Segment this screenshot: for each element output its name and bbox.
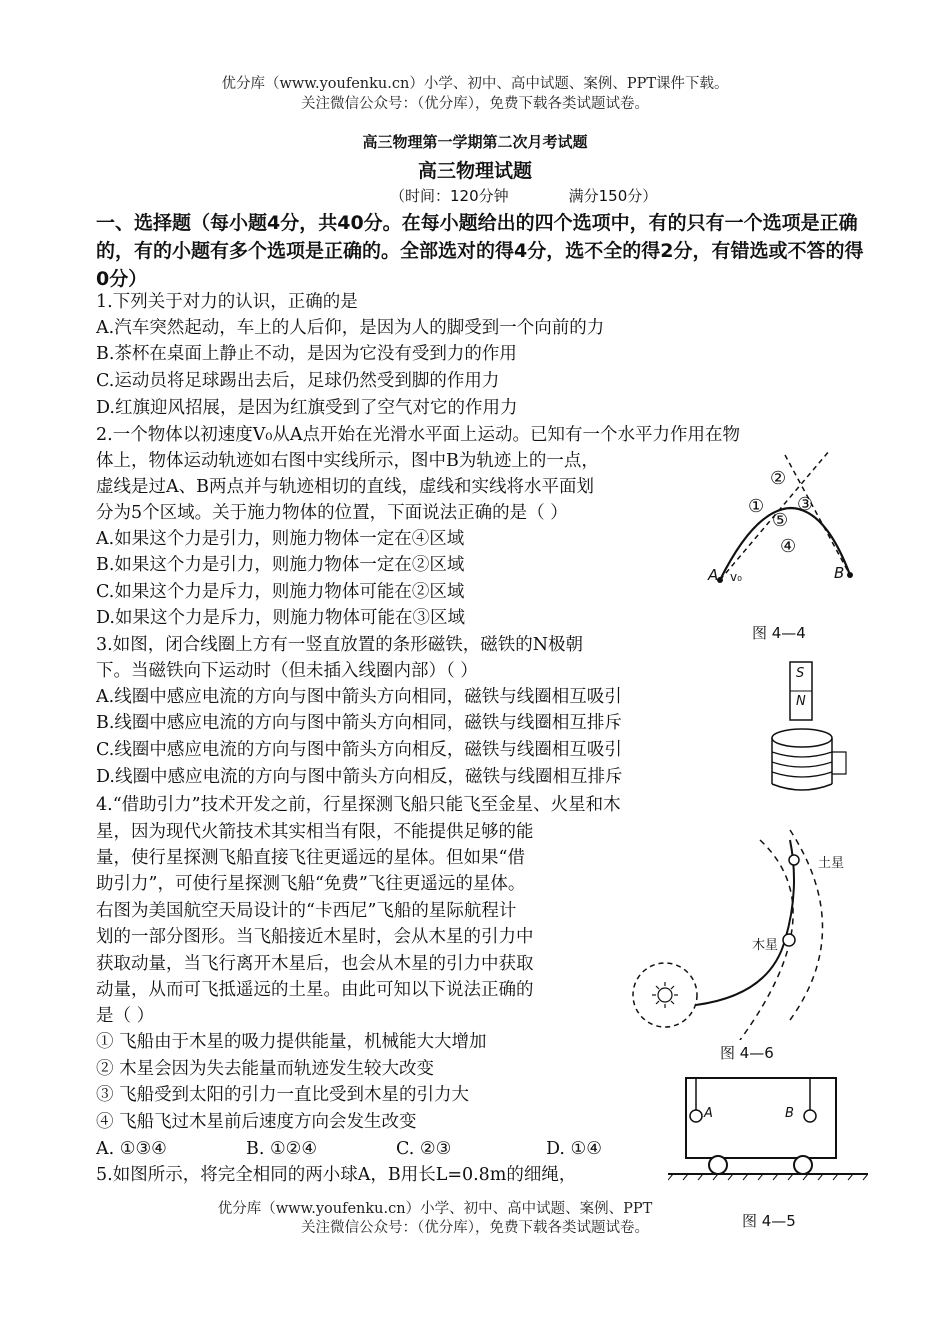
header-line-2: 关注微信公众号：（优分库），免费下载各类试题试卷。 bbox=[301, 96, 649, 112]
q4-statement-4: ④ 飞船飞过木星前后速度方向会发生改变 bbox=[96, 1112, 417, 1132]
exam-title: 高三物理第一学期第二次月考试题 bbox=[362, 133, 588, 151]
q2-option-d: D.如果这个力是斥力，则施力物体可能在③区域 bbox=[96, 608, 465, 628]
footer-line-2: 关注微信公众号：（优分库），免费下载各类试题试卷。 bbox=[301, 1220, 649, 1236]
q2-line-3: 虚线是过A、B两点并与轨迹相切的直线，虚线和实线将水平面划 bbox=[96, 477, 594, 497]
exam-time-score bbox=[390, 185, 717, 206]
jupiter-label: 木星 bbox=[752, 938, 779, 953]
q1-option-a: A.汽车突然起动，车上的人后仰，是因为人的脚受到一个向前的力 bbox=[96, 318, 605, 338]
q2-option-c: C.如果这个力是斥力，则施力物体可能在②区域 bbox=[96, 582, 465, 602]
cart-label-A: A bbox=[704, 1106, 713, 1121]
exam-score: 满分150分） bbox=[568, 187, 658, 205]
q2-option-b: B.如果这个力是引力，则施力物体一定在②区域 bbox=[96, 555, 465, 575]
q3-option-d: D.线圈中感应电流的方向与图中箭头方向相反，磁铁与线圈相互排斥 bbox=[96, 767, 623, 787]
q4-line-7: 获取动量，当飞行离开木星后，也会从木星的引力中获取 bbox=[96, 954, 534, 974]
q2-line-2: 体上，物体运动轨迹如右图中实线所示，图中B为轨迹上的一点， bbox=[96, 451, 599, 471]
q1-option-b: B.茶杯在桌面上静止不动，是因为它没有受到力的作用 bbox=[96, 344, 517, 364]
fig44-label-2: ② bbox=[770, 468, 787, 489]
fig44-label-v0: v₀ bbox=[730, 570, 742, 584]
figure-magnet-coil bbox=[764, 656, 854, 796]
fig46-caption: 图 4—6 bbox=[720, 1044, 774, 1062]
exam-subtitle: 高三物理试题 bbox=[417, 160, 532, 182]
cart-label-B: B bbox=[785, 1106, 794, 1121]
q5-line-1: 5.如图所示，将完全相同的两小球A，B用长L=0.8m的细绳， bbox=[96, 1165, 577, 1185]
exam-time: （时间：120分钟 bbox=[390, 187, 509, 205]
q2-line-4: 分为5个区域。关于施力物体的位置，下面说法正确的是（ ） bbox=[96, 503, 568, 523]
q4-line-6: 划的一部分图形。当飞船接近木星时，会从木星的引力中 bbox=[96, 927, 534, 947]
saturn-label: 土星 bbox=[818, 856, 845, 871]
q4-option-d: D. ①④ bbox=[546, 1139, 602, 1159]
magnet-label-N: N bbox=[796, 694, 806, 709]
q4-statement-1: ① 飞船由于木星的吸力提供能量，机械能大大增加 bbox=[96, 1032, 487, 1052]
q4-option-c: C. ②③ bbox=[396, 1139, 452, 1159]
q4-line-8: 动量，从而可飞抵遥远的土星。由此可知以下说法正确的 bbox=[96, 980, 534, 1000]
fig44-label-3: ③ bbox=[797, 494, 814, 515]
fig44-label-1: ① bbox=[748, 496, 765, 517]
q4-option-a: A. ①③④ bbox=[96, 1139, 167, 1159]
q4-line-5: 右图为美国航空天局设计的“卡西尼”飞船的星际航程计 bbox=[96, 901, 517, 921]
q3-line-2: 下。当磁铁向下运动时（但未插入线圈内部）（ ） bbox=[96, 661, 478, 681]
q4-statement-3: ③ 飞船受到太阳的引力一直比受到木星的引力大 bbox=[96, 1085, 470, 1105]
q1-stem: 1.下列关于对力的认识，正确的是 bbox=[96, 292, 358, 312]
q3-line-1: 3.如图，闭合线圈上方有一竖直放置的条形磁铁，磁铁的N极朝 bbox=[96, 635, 584, 655]
fig44-label-A: A bbox=[708, 566, 719, 584]
q2-option-a: A.如果这个力是引力，则施力物体一定在④区域 bbox=[96, 529, 465, 549]
fig44-label-5: ⑤ bbox=[772, 510, 789, 531]
magnet-label-S: S bbox=[796, 666, 805, 681]
fig44-caption: 图 4—4 bbox=[752, 624, 806, 642]
q4-line-1: 4.“借助引力”技术开发之前，行星探测飞船只能飞至金星、火星和木 bbox=[96, 795, 621, 815]
q4-line-2: 星，因为现代火箭技术其实相当有限，不能提供足够的能 bbox=[96, 822, 534, 842]
q4-line-9: 是（ ） bbox=[96, 1006, 155, 1026]
q4-option-b: B. ①②④ bbox=[246, 1139, 318, 1159]
q1-option-c: C.运动员将足球踢出去后，足球仍然受到脚的作用力 bbox=[96, 371, 500, 391]
figure-4-5-cart bbox=[668, 1070, 868, 1190]
fig44-label-B: B bbox=[834, 564, 845, 582]
q3-option-c: C.线圈中感应电流的方向与图中箭头方向相反，磁铁与线圈相互吸引 bbox=[96, 740, 622, 760]
fig44-label-4: ④ bbox=[780, 536, 797, 557]
q4-statement-2: ② 木星会因为失去能量而轨迹发生较大改变 bbox=[96, 1059, 435, 1079]
q3-option-a: A.线圈中感应电流的方向与图中箭头方向相同，磁铁与线圈相互吸引 bbox=[96, 687, 622, 707]
section-heading: 一、选择题（每小题4分，共40分。在每小题给出的四个选项中，有的只有一个选项是正确的，有的小题有多个选项是正确的。全部选对的得4分，选不全的得2分，有错选或不答的得0分） bbox=[96, 212, 864, 290]
fig45-caption: 图 4—5 bbox=[742, 1212, 796, 1230]
q4-line-3: 量，使行星探测飞船直接飞往更遥远的星体。但如果“借 bbox=[96, 848, 525, 868]
q1-option-d: D.红旗迎风招展，是因为红旗受到了空气对它的作用力 bbox=[96, 398, 518, 418]
q4-line-4: 助引力”，可使行星探测飞船“免费”飞往更遥远的星体。 bbox=[96, 874, 526, 894]
header-line-1: 优分库（www.youfenku.cn）小学、初中、高中试题、案例、PPT课件下载。 bbox=[221, 76, 729, 92]
q2-line-1: 2.一个物体以初速度V₀从A点开始在光滑水平面上运动。已知有一个水平力作用在物 bbox=[96, 425, 740, 445]
q4-options bbox=[96, 1137, 696, 1161]
footer-line-1: 优分库（www.youfenku.cn）小学、初中、高中试题、案例、PPT bbox=[217, 1201, 653, 1217]
q3-option-b: B.线圈中感应电流的方向与图中箭头方向相同，磁铁与线圈相互排斥 bbox=[96, 713, 622, 733]
